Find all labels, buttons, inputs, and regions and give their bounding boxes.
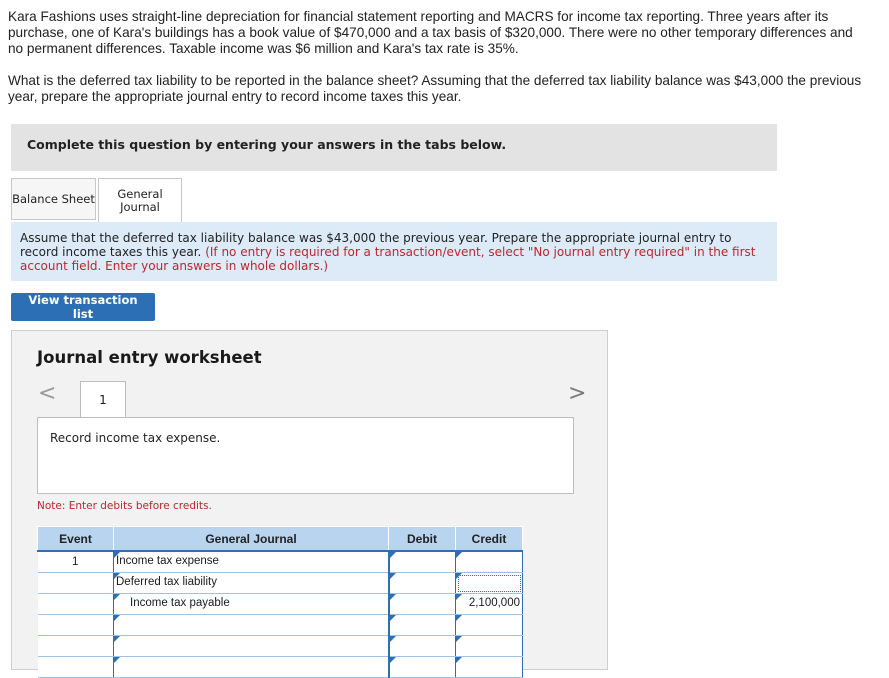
input-indicator-icon — [456, 636, 462, 642]
table-row — [38, 657, 523, 678]
event-cell — [38, 636, 114, 657]
tab-general-journal-label: General Journal — [117, 186, 163, 214]
debit-field[interactable] — [389, 657, 456, 678]
credit-field[interactable] — [456, 551, 523, 573]
event-cell — [38, 657, 114, 678]
input-indicator-icon — [390, 552, 396, 558]
journal-entry-worksheet — [11, 330, 608, 670]
tab-general-journal[interactable] — [98, 178, 182, 222]
input-indicator-icon — [456, 594, 462, 600]
chevron-right-icon[interactable]: > — [568, 381, 587, 406]
debits-note: Note: Enter debits before credits. — [37, 500, 212, 512]
question-paragraph-1: Kara Fashions uses straight-line depreciation for financial statement reporting and MACRS for income tax reporting. Three years after its purchase, one of Kara's buildings has a book value of $470,000 and a tax basis of $320,000. There were no other temporary differences and no permanent differences. Taxable income was $6 million and Kara's tax rate is 35%. — [8, 9, 853, 56]
credit-field[interactable] — [456, 636, 523, 657]
dropdown-indicator-icon — [114, 594, 120, 600]
account-field[interactable] — [114, 573, 389, 594]
column-header-debit: Debit — [389, 527, 456, 552]
dropdown-indicator-icon — [114, 636, 120, 642]
chevron-left-icon[interactable]: < — [38, 381, 57, 406]
input-indicator-icon — [390, 573, 396, 579]
journal-table — [37, 526, 523, 678]
entry-page-tab[interactable] — [80, 381, 126, 417]
credit-value: 2,100,000 — [468, 597, 520, 609]
input-indicator-icon — [456, 615, 462, 621]
column-header-general-journal: General Journal — [114, 527, 389, 552]
tab-instructions — [11, 222, 777, 281]
input-indicator-icon — [390, 615, 396, 621]
table-row — [38, 573, 523, 594]
table-row — [38, 636, 523, 657]
input-indicator-icon — [456, 552, 462, 558]
event-cell — [38, 615, 114, 636]
table-row — [38, 594, 523, 615]
dropdown-indicator-icon — [114, 615, 120, 621]
debit-field[interactable] — [389, 573, 456, 594]
account-value: Income tax expense — [116, 555, 219, 567]
entry-description-box — [37, 417, 574, 494]
account-field[interactable] — [114, 594, 389, 615]
input-indicator-icon — [456, 573, 462, 579]
debit-field[interactable] — [389, 551, 456, 573]
view-transaction-list-button[interactable]: View transaction list — [11, 293, 155, 321]
instruction-note: (If no entry is required for a transaction/event, select "No journal entry required" in the first account field. Enter your answers in whole dollars.) — [20, 245, 756, 273]
credit-field[interactable] — [456, 657, 523, 678]
input-indicator-icon — [390, 636, 396, 642]
table-row — [38, 615, 523, 636]
account-field[interactable] — [114, 636, 389, 657]
table-row — [38, 551, 523, 573]
event-cell: 1 — [38, 551, 114, 573]
event-cell — [38, 594, 114, 615]
question-paragraph-2: What is the deferred tax liability to be reported in the balance sheet? Assuming that the deferred tax liability balance was $43,000 the previous year, prepare the appropriate journal entry to record income taxes this year. — [8, 73, 862, 104]
credit-field[interactable] — [456, 594, 523, 615]
account-field[interactable] — [114, 657, 389, 678]
event-cell — [38, 573, 114, 594]
account-field[interactable] — [114, 551, 389, 573]
debit-field[interactable] — [389, 636, 456, 657]
account-value: Deferred tax liability — [116, 576, 217, 588]
credit-field[interactable] — [456, 615, 523, 636]
instruction-text: Assume that the deferred tax liability balance was $43,000 the previous year. Prepare the appropriate journal entry to record income taxes this year. — [20, 231, 732, 259]
instructions-banner — [11, 124, 777, 171]
credit-field[interactable] — [456, 573, 523, 594]
debit-field[interactable] — [389, 594, 456, 615]
column-header-credit: Credit — [456, 527, 523, 552]
entry-description: Record income tax expense. — [50, 431, 221, 445]
worksheet-title: Journal entry worksheet — [37, 348, 262, 367]
tab-balance-sheet[interactable]: Balance Sheet — [11, 178, 96, 220]
column-header-event: Event — [38, 527, 114, 552]
entry-page-number: 1 — [99, 392, 107, 407]
input-indicator-icon — [390, 594, 396, 600]
banner-text: Complete this question by entering your answers in the tabs below. — [27, 137, 507, 152]
account-value: Income tax payable — [130, 597, 230, 609]
account-field[interactable] — [114, 615, 389, 636]
debit-field[interactable] — [389, 615, 456, 636]
